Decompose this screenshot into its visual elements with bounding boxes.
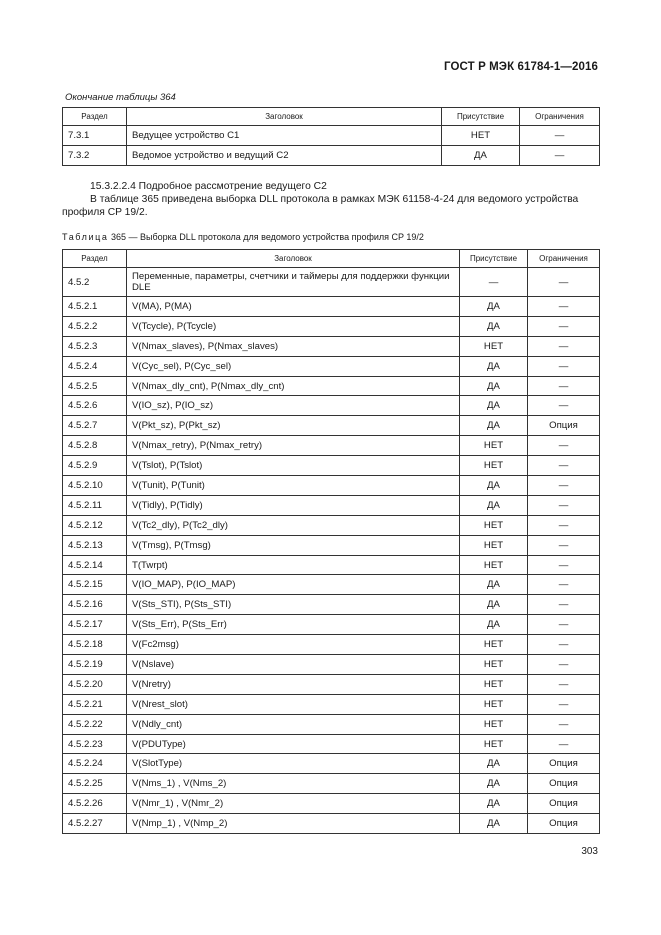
- cell-title: V(MA), P(MA): [127, 297, 460, 317]
- column-header-title: Заголовок: [127, 250, 460, 268]
- cell-restrictions: —: [528, 456, 600, 476]
- cell-presence: НЕТ: [460, 436, 528, 456]
- cell-restrictions: —: [528, 396, 600, 416]
- cell-title: Переменные, параметры, счетчики и таймеры для поддержки функции DLE: [127, 268, 460, 297]
- section-heading: 15.3.2.2.4 Подробное рассмотрение ведущего С2: [90, 181, 327, 192]
- cell-presence: НЕТ: [460, 714, 528, 734]
- column-header-presence: Присутствие: [442, 108, 520, 126]
- table-364-caption: Окончание таблицы 364: [65, 92, 176, 103]
- cell-section: 4.5.2.8: [63, 436, 127, 456]
- table-row: [63, 146, 600, 166]
- cell-title: V(Fc2msg): [127, 635, 460, 655]
- table-365-caption-text: 365 — Выборка DLL протокола для ведомого устройства профиля CP 19/2: [111, 232, 424, 242]
- cell-restrictions: —: [528, 495, 600, 515]
- cell-restrictions: —: [528, 436, 600, 456]
- cell-presence: ДА: [460, 754, 528, 774]
- table-row: [63, 416, 600, 436]
- page-number: 303: [581, 846, 598, 857]
- table-row: [63, 376, 600, 396]
- cell-section: 4.5.2.11: [63, 495, 127, 515]
- table-row: [63, 674, 600, 694]
- cell-title: V(Sts_STI), P(Sts_STI): [127, 595, 460, 615]
- cell-section: 4.5.2.7: [63, 416, 127, 436]
- cell-presence: ДА: [460, 794, 528, 814]
- cell-title: V(Tmsg), P(Tmsg): [127, 535, 460, 555]
- table-header-row: [63, 108, 600, 126]
- table-row: [63, 495, 600, 515]
- cell-title: V(Nmp_1) , V(Nmp_2): [127, 814, 460, 834]
- column-header-title: Заголовок: [127, 108, 442, 126]
- cell-title: V(IO_sz), P(IO_sz): [127, 396, 460, 416]
- cell-presence: НЕТ: [460, 635, 528, 655]
- cell-presence: ДА: [460, 814, 528, 834]
- cell-presence: ДА: [460, 476, 528, 496]
- cell-restrictions: —: [528, 575, 600, 595]
- cell-title: V(Nrest_slot): [127, 694, 460, 714]
- cell-title: V(Tc2_dly), P(Tc2_dly): [127, 515, 460, 535]
- cell-presence: ДА: [460, 356, 528, 376]
- cell-section: 4.5.2.20: [63, 674, 127, 694]
- cell-presence: ДА: [460, 575, 528, 595]
- cell-section: 4.5.2.16: [63, 595, 127, 615]
- column-header-presence: Присутствие: [460, 250, 528, 268]
- cell-title: V(Nmr_1) , V(Nmr_2): [127, 794, 460, 814]
- cell-section: 4.5.2.15: [63, 575, 127, 595]
- table-row: [63, 754, 600, 774]
- cell-restrictions: Опция: [528, 416, 600, 436]
- table-row: [63, 595, 600, 615]
- table-row: [63, 336, 600, 356]
- column-header-section: Раздел: [63, 108, 127, 126]
- cell-presence: НЕТ: [460, 694, 528, 714]
- column-header-restrictions: Ограничения: [528, 250, 600, 268]
- cell-restrictions: —: [528, 635, 600, 655]
- cell-restrictions: —: [528, 734, 600, 754]
- cell-presence: НЕТ: [460, 655, 528, 675]
- cell-section: 4.5.2.5: [63, 376, 127, 396]
- cell-presence: ДА: [460, 416, 528, 436]
- cell-section: 4.5.2.12: [63, 515, 127, 535]
- cell-section: 4.5.2.26: [63, 794, 127, 814]
- cell-restrictions: —: [528, 595, 600, 615]
- cell-section: 4.5.2.24: [63, 754, 127, 774]
- table-row: [63, 297, 600, 317]
- section-paragraph: В таблице 365 приведена выборка DLL протокола в рамках МЭК 61158-4-24 для ведомого устройства профиля CP 19/2.: [62, 194, 579, 218]
- cell-presence: НЕТ: [442, 126, 520, 146]
- cell-presence: НЕТ: [460, 734, 528, 754]
- table-header-row: [63, 250, 600, 268]
- cell-title: V(Nmax_dly_cnt), P(Nmax_dly_cnt): [127, 376, 460, 396]
- table-365-caption-label: Таблица: [62, 232, 109, 242]
- table-row: [63, 615, 600, 635]
- cell-title: V(Tcycle), P(Tcycle): [127, 316, 460, 336]
- cell-title: V(Tslot), P(Tslot): [127, 456, 460, 476]
- cell-presence: ДА: [460, 316, 528, 336]
- table-row: [63, 575, 600, 595]
- cell-restrictions: —: [528, 356, 600, 376]
- document-header: ГОСТ Р МЭК 61784-1—2016: [444, 61, 598, 73]
- table-365-caption: [62, 232, 424, 242]
- cell-restrictions: —: [528, 376, 600, 396]
- cell-presence: ДА: [460, 595, 528, 615]
- cell-section: 7.3.1: [63, 126, 127, 146]
- cell-restrictions: —: [528, 714, 600, 734]
- cell-section: 4.5.2.9: [63, 456, 127, 476]
- cell-presence: НЕТ: [460, 535, 528, 555]
- table-row: [63, 476, 600, 496]
- cell-restrictions: —: [528, 655, 600, 675]
- cell-section: 4.5.2.27: [63, 814, 127, 834]
- cell-section: 4.5.2.10: [63, 476, 127, 496]
- cell-title: V(PDUType): [127, 734, 460, 754]
- table-row: [63, 635, 600, 655]
- cell-presence: НЕТ: [460, 555, 528, 575]
- cell-title: T(Twrpt): [127, 555, 460, 575]
- cell-title: Ведомое устройство и ведущий С2: [127, 146, 442, 166]
- cell-title: V(Ndly_cnt): [127, 714, 460, 734]
- cell-title: V(Tidly), P(Tidly): [127, 495, 460, 515]
- cell-restrictions: —: [528, 336, 600, 356]
- cell-restrictions: —: [528, 476, 600, 496]
- cell-restrictions: —: [520, 146, 600, 166]
- table-row: [63, 396, 600, 416]
- table-364-body: [63, 126, 600, 166]
- cell-title: V(Cyc_sel), P(Cyc_sel): [127, 356, 460, 376]
- cell-section: 4.5.2.21: [63, 694, 127, 714]
- cell-section: 4.5.2.2: [63, 316, 127, 336]
- cell-presence: ДА: [460, 376, 528, 396]
- table-364: [62, 107, 600, 166]
- cell-section: 4.5.2.22: [63, 714, 127, 734]
- table-row: [63, 316, 600, 336]
- cell-presence: НЕТ: [460, 674, 528, 694]
- cell-restrictions: —: [528, 535, 600, 555]
- cell-section: 4.5.2.3: [63, 336, 127, 356]
- cell-section: 4.5.2.13: [63, 535, 127, 555]
- column-header-section: Раздел: [63, 250, 127, 268]
- table-row: [63, 714, 600, 734]
- cell-presence: НЕТ: [460, 456, 528, 476]
- cell-restrictions: —: [528, 674, 600, 694]
- cell-section: 4.5.2.23: [63, 734, 127, 754]
- cell-section: 4.5.2: [63, 268, 127, 297]
- cell-restrictions: —: [528, 555, 600, 575]
- cell-section: 4.5.2.18: [63, 635, 127, 655]
- cell-section: 4.5.2.19: [63, 655, 127, 675]
- cell-section: 4.5.2.1: [63, 297, 127, 317]
- cell-title: V(SlotType): [127, 754, 460, 774]
- cell-section: 4.5.2.6: [63, 396, 127, 416]
- cell-restrictions: Опция: [528, 814, 600, 834]
- cell-title: V(Nretry): [127, 674, 460, 694]
- table-row: [63, 436, 600, 456]
- cell-presence: —: [460, 268, 528, 297]
- table-row: [63, 774, 600, 794]
- cell-section: 4.5.2.25: [63, 774, 127, 794]
- table-row: [63, 268, 600, 297]
- table-row: [63, 694, 600, 714]
- cell-presence: ДА: [460, 495, 528, 515]
- cell-title: Ведущее устройство С1: [127, 126, 442, 146]
- cell-section: 4.5.2.14: [63, 555, 127, 575]
- table-row: [63, 655, 600, 675]
- table-row: [63, 356, 600, 376]
- cell-section: 4.5.2.4: [63, 356, 127, 376]
- cell-title: V(Tunit), P(Tunit): [127, 476, 460, 496]
- cell-restrictions: —: [528, 694, 600, 714]
- table-365: [62, 249, 600, 834]
- cell-restrictions: —: [520, 126, 600, 146]
- cell-title: V(Nmax_slaves), P(Nmax_slaves): [127, 336, 460, 356]
- cell-restrictions: —: [528, 615, 600, 635]
- cell-restrictions: Опция: [528, 774, 600, 794]
- cell-title: V(IO_MAP), P(IO_MAP): [127, 575, 460, 595]
- table-row: [63, 814, 600, 834]
- table-row: [63, 794, 600, 814]
- cell-restrictions: —: [528, 297, 600, 317]
- table-row: [63, 734, 600, 754]
- cell-presence: НЕТ: [460, 515, 528, 535]
- cell-restrictions: —: [528, 268, 600, 297]
- cell-title: V(Nslave): [127, 655, 460, 675]
- table-row: [63, 456, 600, 476]
- column-header-restrictions: Ограничения: [520, 108, 600, 126]
- cell-restrictions: Опция: [528, 794, 600, 814]
- cell-presence: НЕТ: [460, 336, 528, 356]
- cell-presence: ДА: [460, 774, 528, 794]
- cell-restrictions: Опция: [528, 754, 600, 774]
- table-row: [63, 126, 600, 146]
- cell-section: 4.5.2.17: [63, 615, 127, 635]
- cell-title: V(Pkt_sz), P(Pkt_sz): [127, 416, 460, 436]
- cell-presence: ДА: [460, 297, 528, 317]
- cell-presence: ДА: [442, 146, 520, 166]
- table-row: [63, 555, 600, 575]
- cell-presence: ДА: [460, 615, 528, 635]
- table-row: [63, 515, 600, 535]
- cell-title: V(Sts_Err), P(Sts_Err): [127, 615, 460, 635]
- table-365-body: [63, 268, 600, 834]
- cell-restrictions: —: [528, 515, 600, 535]
- cell-presence: ДА: [460, 396, 528, 416]
- cell-section: 7.3.2: [63, 146, 127, 166]
- cell-title: V(Nmax_retry), P(Nmax_retry): [127, 436, 460, 456]
- cell-title: V(Nms_1) , V(Nms_2): [127, 774, 460, 794]
- table-row: [63, 535, 600, 555]
- cell-restrictions: —: [528, 316, 600, 336]
